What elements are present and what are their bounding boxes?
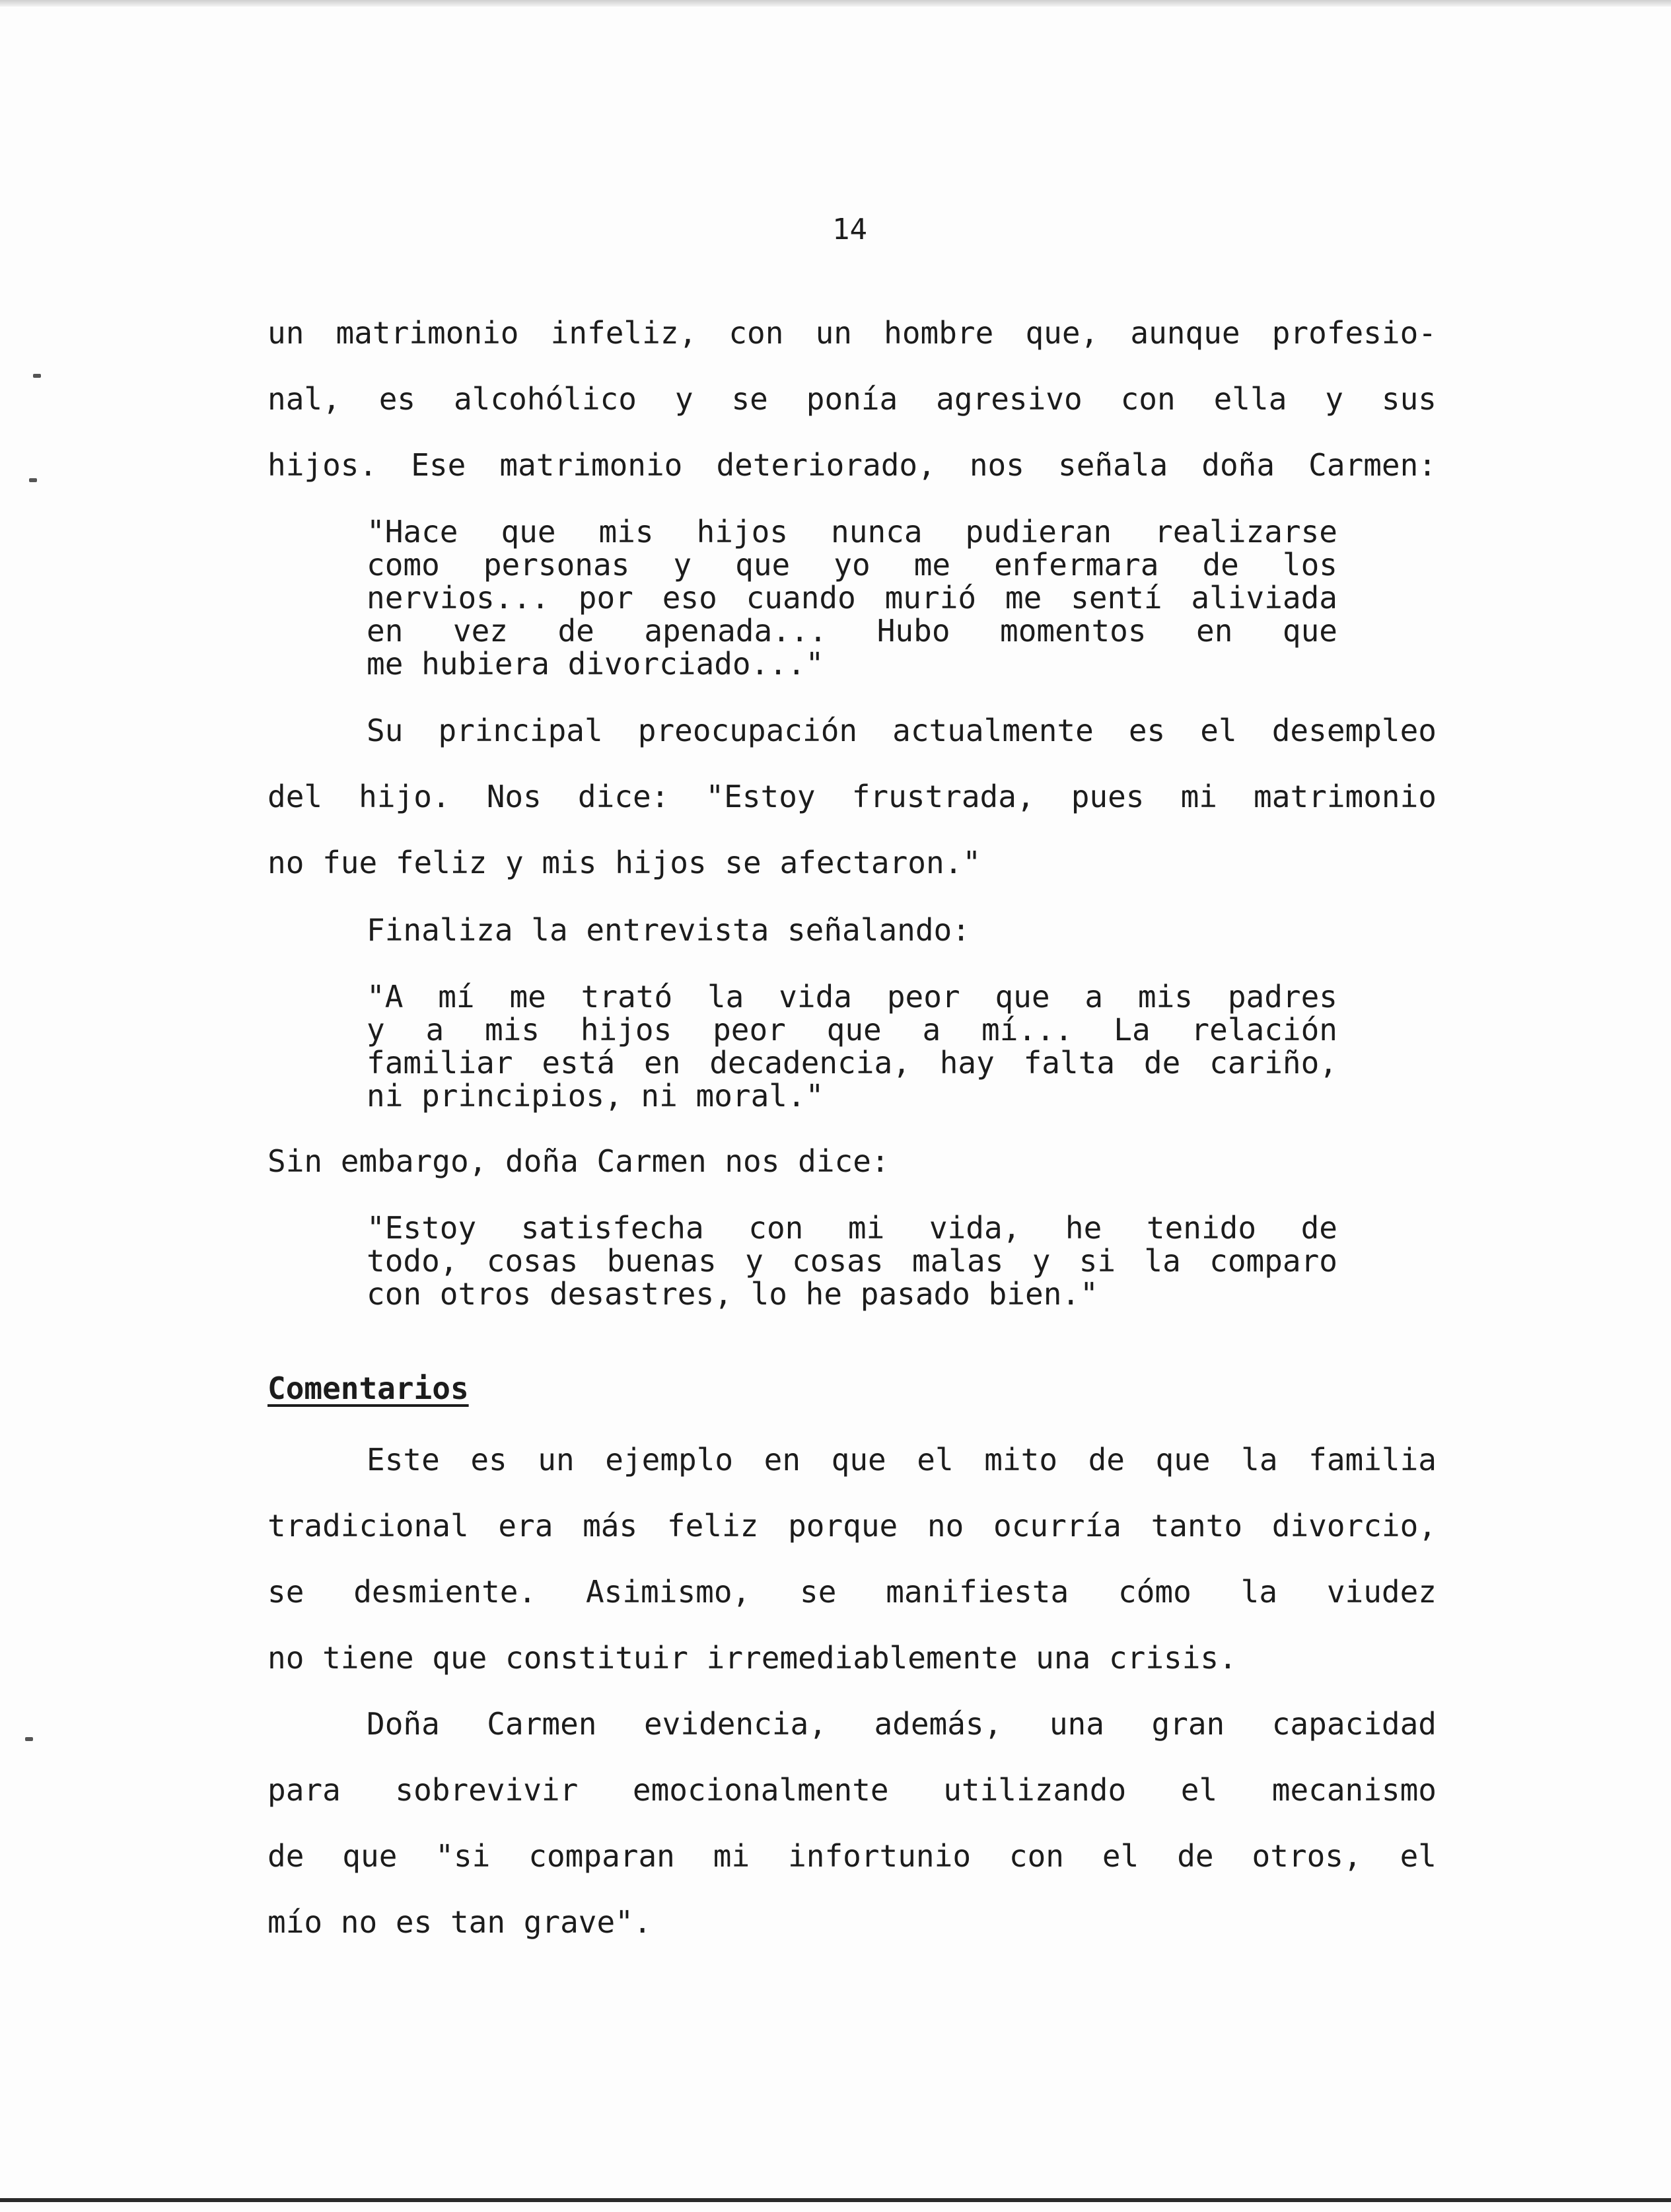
body-line: mío no es tan grave". — [267, 1904, 652, 1940]
body-line: Finaliza la entrevista señalando: — [367, 912, 970, 948]
quote-line: "Estoy satisfecha con mi vida, he tenido de — [367, 1210, 1337, 1246]
block-quote — [367, 515, 1337, 680]
body-line: tradicional era más feliz porque no ocurría tanto divorcio, — [267, 1508, 1437, 1544]
block-quote — [367, 980, 1337, 1112]
body-line: del hijo. Nos dice: "Estoy frustrada, pues mi matrimonio — [267, 779, 1437, 814]
body-line — [367, 1707, 1437, 1741]
margin-mark — [33, 374, 41, 378]
body-line: no tiene que constituir irremediablemente una crisis. — [267, 1640, 1237, 1676]
body-line: para sobrevivir emocionalmente utilizando el mecanismo — [267, 1772, 1437, 1808]
body-line: de que "si comparan mi infortunio con el de otros, el — [267, 1838, 1437, 1874]
body-line: se desmiente. Asimismo, se manifiesta cómo la viudez — [267, 1574, 1437, 1610]
body-line: un matrimonio infeliz, con un hombre que, aunque profesio- — [267, 315, 1437, 351]
body-line: Sin embargo, doña Carmen nos dice: — [267, 1143, 890, 1179]
page-number: 14 — [832, 213, 867, 246]
block-quote — [367, 1211, 1337, 1310]
section-heading: Comentarios — [267, 1371, 469, 1406]
margin-mark — [29, 478, 37, 482]
quote-line: nervios... por eso cuando murió me sentí aliviada — [367, 580, 1337, 616]
quote-line: como personas y que yo me enfermara de los — [367, 547, 1337, 583]
body-line: hijos. Ese matrimonio deteriorado, nos señala doña Carmen: — [267, 447, 1437, 483]
quote-line: en vez de apenada... Hubo momentos en que — [367, 613, 1337, 649]
margin-mark — [25, 1737, 33, 1741]
quote-line: y a mis hijos peor que a mí... La relación — [367, 1012, 1337, 1048]
body-line — [367, 1443, 1437, 1477]
quote-line: ni principios, ni moral." — [367, 1078, 824, 1114]
body-line-text: Doña Carmen evidencia, además, una gran capacidad — [367, 1706, 1437, 1742]
quote-line: "Hace que mis hijos nunca pudieran realizarse — [367, 514, 1337, 550]
body-line: no fue feliz y mis hijos se afectaron." — [267, 845, 981, 880]
quote-line: familiar está en decadencia, hay falta de cariño, — [367, 1045, 1337, 1081]
page-bottom-edge — [0, 2198, 1671, 2202]
body-line: nal, es alcohólico y se ponía agresivo con ella y sus — [267, 381, 1437, 417]
quote-line: con otros desastres, lo he pasado bien." — [367, 1276, 1098, 1312]
body-line-text: Este es un ejemplo en que el mito de que la familia — [367, 1442, 1437, 1478]
quote-line: me hubiera divorciado..." — [367, 646, 824, 682]
body-line — [367, 713, 1437, 748]
body-line-text: Su principal preocupación actualmente es el desempleo — [367, 713, 1437, 748]
quote-line: "A mí me trató la vida peor que a mis padres — [367, 979, 1337, 1015]
quote-line: todo, cosas buenas y cosas malas y si la comparo — [367, 1243, 1337, 1279]
page-top-edge — [0, 0, 1671, 7]
